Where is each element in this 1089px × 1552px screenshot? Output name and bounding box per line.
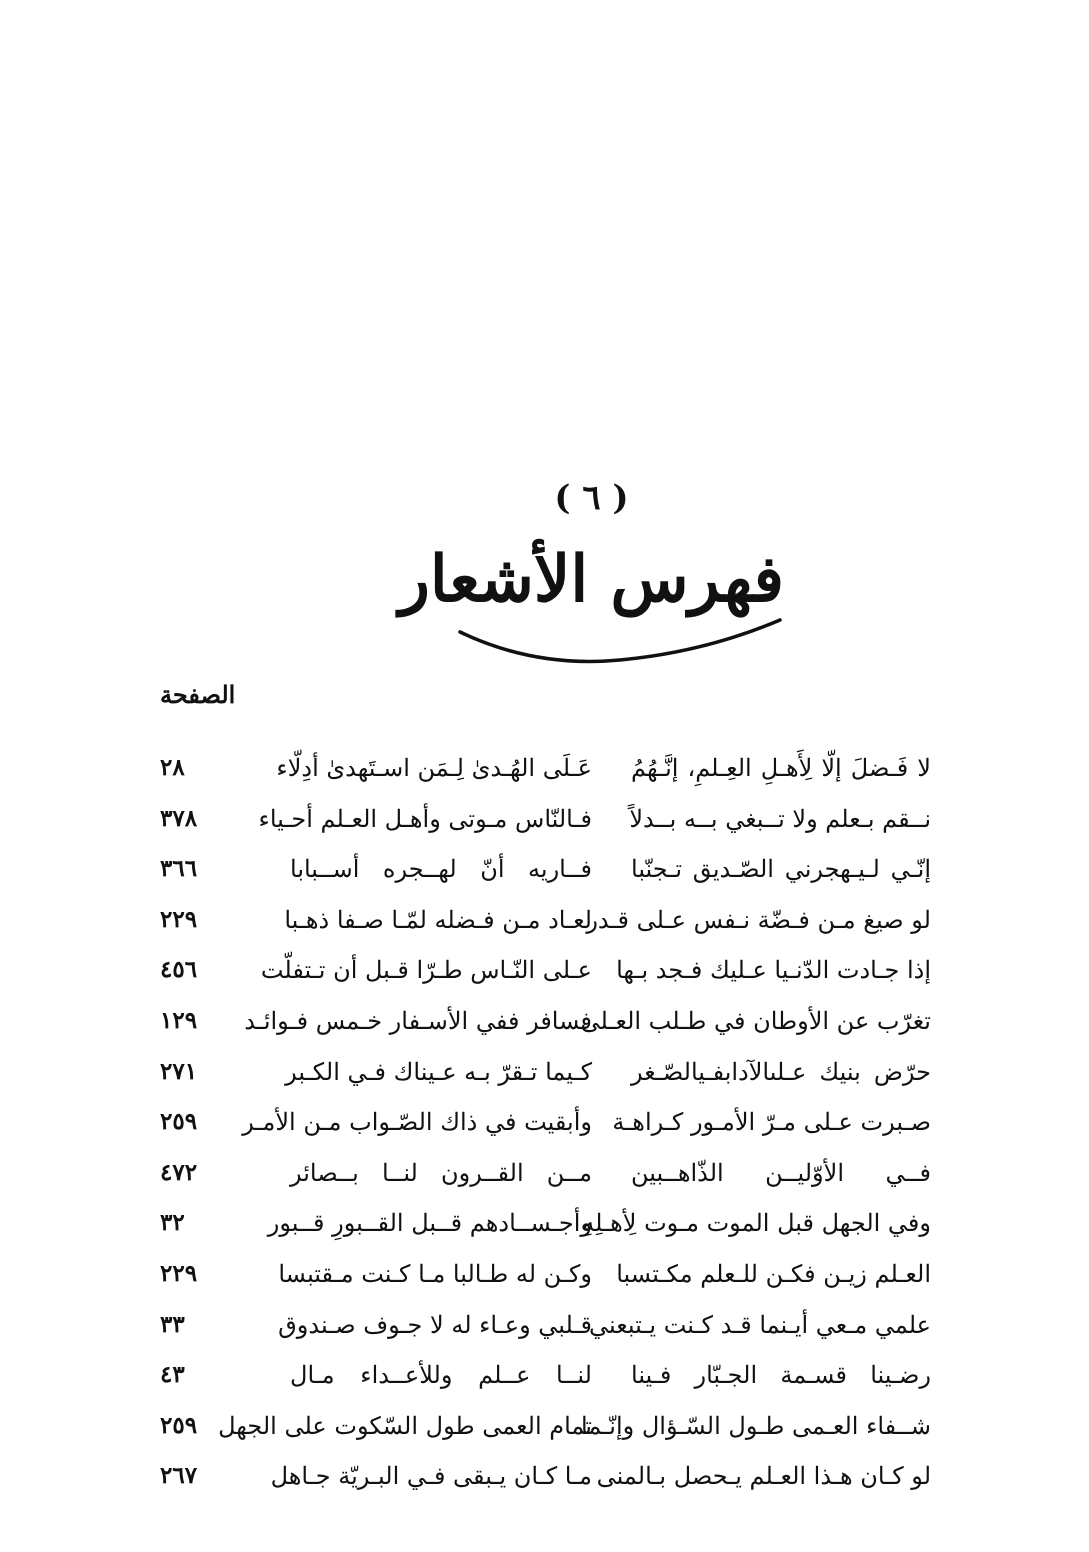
- second-hemistich: كـيما تـقرّ بـه عـيناك فـي الكـبر: [285, 1057, 592, 1086]
- second-hemistich: مـا كـان يـبقى فـي البـريّة جـاهل: [270, 1462, 592, 1491]
- chapter-title: فهرس الأشعار: [399, 542, 784, 617]
- page-number: ٢٢٩: [160, 1259, 198, 1287]
- second-hemistich: عـلى النّـاس طـرّا قـبل أن تـتفلّت: [260, 956, 592, 985]
- page-number: ٤٥٦: [160, 956, 198, 984]
- page-number: ١٢٩: [160, 1006, 198, 1034]
- second-hemistich: وأبقيت في ذاك الصّـواب مـن الأمـر: [242, 1108, 592, 1137]
- first-hemistich: العـلم زيـن فكـن للـعلم مكـتسبا: [616, 1259, 931, 1288]
- chapter-number: ( ٦ ): [554, 478, 629, 518]
- first-hemistich: لا فَـضلَ إلّا لِأَهـلِ العِـلمِ، إنَّـهُمُ: [631, 754, 931, 782]
- index-row: [0, 754, 1089, 805]
- index-row: [0, 1462, 1089, 1513]
- index-row: [0, 1007, 1089, 1058]
- first-hemistich: إذا جـادت الدّنـيا عـليك فـجد بـها: [616, 956, 931, 985]
- page-number: ٢٦٧: [160, 1462, 198, 1490]
- first-hemistich: لو كـان هـذا العـلم يـحصل بـالمنى: [596, 1462, 931, 1491]
- second-hemistich: لنــا عــلم وللأعــداء مـال: [290, 1361, 592, 1390]
- page-number: ٣٢: [160, 1209, 185, 1237]
- second-hemistich: فـالنّاس مـوتى وأهـل العـلم أحـياء: [258, 804, 592, 833]
- second-hemistich: عَـلَى الهُـدىٰ لِـمَن اسـتَهدىٰ أدِلّاء: [276, 754, 592, 782]
- first-hemistich: حرّض بنيك عـلىالآدابفـيالصّـغر: [631, 1057, 931, 1086]
- second-hemistich: مــن القــرون لنــا بــصائر: [290, 1158, 592, 1187]
- first-hemistich: علمي مـعي أيـنما قـد كـنت يـتبعني: [589, 1310, 931, 1339]
- title-flourish: [455, 610, 785, 670]
- second-hemistich: فــاريه أنّ لهــجره أســبابا: [290, 855, 592, 884]
- index-row: [0, 1361, 1089, 1412]
- index-row: [0, 956, 1089, 1007]
- second-hemistich: تمام العمى طول السّكوت على الجهل: [218, 1411, 592, 1440]
- index-row: [0, 1412, 1089, 1463]
- first-hemistich: شــفاء العـمى طـول السّـؤال وإنّـما: [581, 1411, 931, 1440]
- index-row: [0, 906, 1089, 957]
- page-column-header: الصفحة: [160, 680, 236, 709]
- page-number: ٤٣: [160, 1361, 185, 1389]
- page-number: ٢٨: [160, 754, 185, 781]
- second-hemistich: لعـاد مـن فـضله لمّـا صـفا ذهـبا: [284, 905, 592, 934]
- page-number: ٣٦٦: [160, 855, 198, 883]
- page-number: ٤٧٢: [160, 1158, 198, 1186]
- page-number: ٢٢٩: [160, 905, 198, 933]
- index-row: [0, 1159, 1089, 1210]
- index-row: [0, 1108, 1089, 1159]
- first-hemistich: فــي الأوّليــن الذّاهــبين: [631, 1158, 931, 1187]
- index-row: [0, 1209, 1089, 1260]
- index-row: [0, 1260, 1089, 1311]
- poetry-index-list: [0, 754, 1089, 1513]
- second-hemistich: قـلبي وعـاء له لا جـوف صـندوق: [278, 1310, 592, 1339]
- first-hemistich: إنّـي لـيـهجرني الصّـديق تـجنّبا: [631, 855, 931, 884]
- index-row: [0, 805, 1089, 856]
- page-number: ٣٣: [160, 1310, 185, 1338]
- first-hemistich: لو صيغ مـن فـضّة نـفس عـلى قـدر: [586, 905, 931, 934]
- page-number: ٣٧٨: [160, 804, 198, 832]
- index-row: [0, 1058, 1089, 1109]
- page-number: ٢٧١: [160, 1057, 198, 1085]
- first-hemistich: رضـينا قسـمة الجـبّار فـينا: [631, 1361, 931, 1390]
- first-hemistich: نــقم بـعلم ولا تــبغي بــه بــدلاً: [629, 804, 931, 833]
- index-row: [0, 855, 1089, 906]
- first-hemistich: وفي الجهل قبل الموت مـوت لِأهـلِهِ: [582, 1209, 931, 1238]
- index-row: [0, 1311, 1089, 1362]
- second-hemistich: وكـن له طـالبا مـا كـنت مـقتبسا: [278, 1259, 592, 1288]
- first-hemistich: تغرّب عن الأوطان في طـلب العـلى: [580, 1006, 931, 1035]
- first-hemistich: صـبرت عـلى مـرّ الأمـور كـراهـة: [612, 1108, 931, 1137]
- second-hemistich: فسافر ففي الأسـفار خـمس فـوائـد: [244, 1006, 592, 1035]
- page-number: ٢٥٩: [160, 1411, 198, 1439]
- second-hemistich: وأجـســادهم قــبل القــبورِ قــبور: [267, 1209, 592, 1238]
- page-number: ٢٥٩: [160, 1108, 198, 1136]
